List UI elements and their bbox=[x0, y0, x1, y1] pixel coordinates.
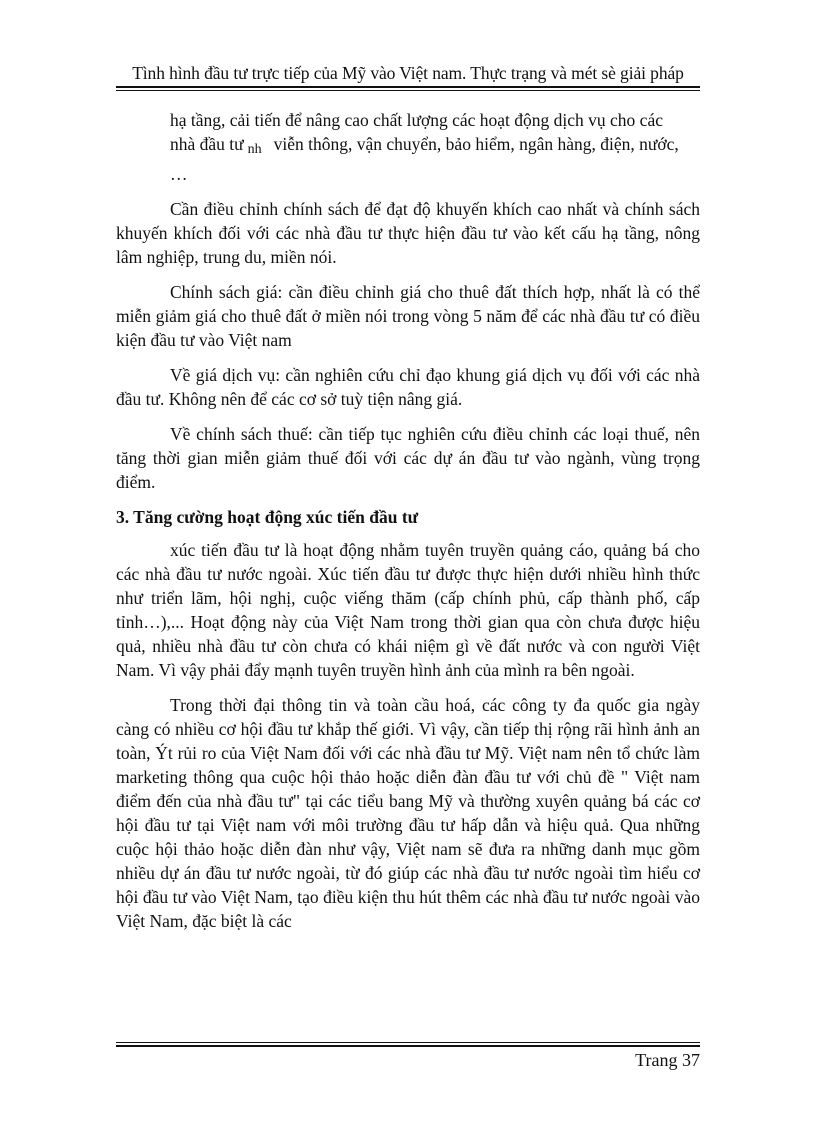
page-number: Trang 37 bbox=[635, 1050, 700, 1070]
paragraph-service-price: Về giá dịch vụ: cần nghiên cứu chỉ đạo khung giá dịch vụ đối với các nhà đầu tư. Không nên để các cơ sở tuỳ tiện nâng giá. bbox=[116, 365, 700, 409]
footer-rule-thick bbox=[116, 1045, 700, 1047]
paragraph-investment-promotion: xúc tiến đầu tư là hoạt động nhằm tuyên truyền quảng cáo, quảng bá cho các nhà đầu tư nước ngoài. Xúc tiến đầu tư được thực hiện dưới nhiều hình thức như triển lãm, hội nghị, cuộc viếng thăm (cấp chính phủ, cấp thành phố, cấp tỉnh…),... Hoạt động này của Việt Nam trong thời gian qua còn chưa được hiệu quả, nhiều nhà đầu tư còn chưa có khái niệm gì về đất nước và con người Việt Nam. Vì vậy phải đẩy mạnh tuyên truyền hình ảnh của mình ra bên ngoài. bbox=[116, 540, 700, 680]
paragraph-continuation-line2b: viễn thông, vận chuyển, bảo hiểm, ngân hàng, điện, nước, … bbox=[170, 134, 679, 184]
paragraph-continuation bbox=[116, 108, 700, 186]
header-rule-thin bbox=[116, 90, 700, 91]
paragraph-information-age: Trong thời đại thông tin và toàn cầu hoá, các công ty đa quốc gia ngày càng có nhiều cơ hội đầu tư khắp thế giới. Vì vậy, cần tiếp thị rộng rãi hình ảnh an toàn, Ýt rủi ro của Việt Nam đối với các nhà đầu tư Mỹ. Việt nam nên tổ chức làm marketing thông qua cuộc hội thảo hoặc diễn đàn đầu tư với chủ đề " Việt nam điểm đến của nhà đầu tư" tại các tiểu bang Mỹ và thường xuyên quảng bá các cơ hội đầu tư tại Việt nam với môi trường đầu tư hấp dẫn và hiệu quả. Qua những cuộc hội thảo hoặc diễn đàn như vậy, Việt nam sẽ đưa ra những danh mục gồm nhiều dự án đầu tư nước ngoài, từ đó giúp các nhà đầu tư nước ngoài tìm hiểu cơ hội đầu tư vào Việt Nam, tạo điều kiện thu hút thêm các nhà đầu tư nước ngoài vào Việt Nam, đặc biệt là các bbox=[116, 695, 700, 931]
paragraph-policy-adjustment: Cần điều chỉnh chính sách để đạt độ khuyến khích cao nhất và chính sách khuyến khích đối với các nhà đầu tư thực hiện đầu tư vào kết cấu hạ tầng, nông lâm nghiệp, trung du, miền nói. bbox=[116, 199, 700, 267]
stray-small-text: nh bbox=[247, 142, 262, 157]
footer-rule-thin bbox=[116, 1042, 700, 1043]
paragraph-price-policy: Chính sách giá: cần điều chỉnh giá cho thuê đất thích hợp, nhất là có thể miễn giảm giá cho thuê đất ở miền nói trong vòng 5 năm để các nhà đầu tư có điều kiện đầu tư vào Việt nam bbox=[116, 282, 700, 350]
header-rule-thick bbox=[116, 86, 700, 88]
running-header-title: Tình hình đầu tư trực tiếp của Mỹ vào Việt nam. Thực trạng và mét sè giải pháp bbox=[132, 63, 684, 83]
paragraph-tax-policy: Về chính sách thuế: cần tiếp tục nghiên cứu điều chỉnh các loại thuế, nên tăng thời gian miễn giảm thuế đối với các dự án đầu tư vào ngành, vùng trọng điểm. bbox=[116, 424, 700, 492]
section-heading: 3. Tăng cường hoạt động xúc tiến đầu tư bbox=[116, 507, 419, 527]
paragraph-continuation-line2a: nhà đầu tư bbox=[170, 134, 244, 154]
page-body bbox=[116, 108, 700, 944]
paragraph-continuation-line1: hạ tầng, cải tiến để nâng cao chất lượng các hoạt động dịch vụ cho các bbox=[170, 110, 663, 130]
